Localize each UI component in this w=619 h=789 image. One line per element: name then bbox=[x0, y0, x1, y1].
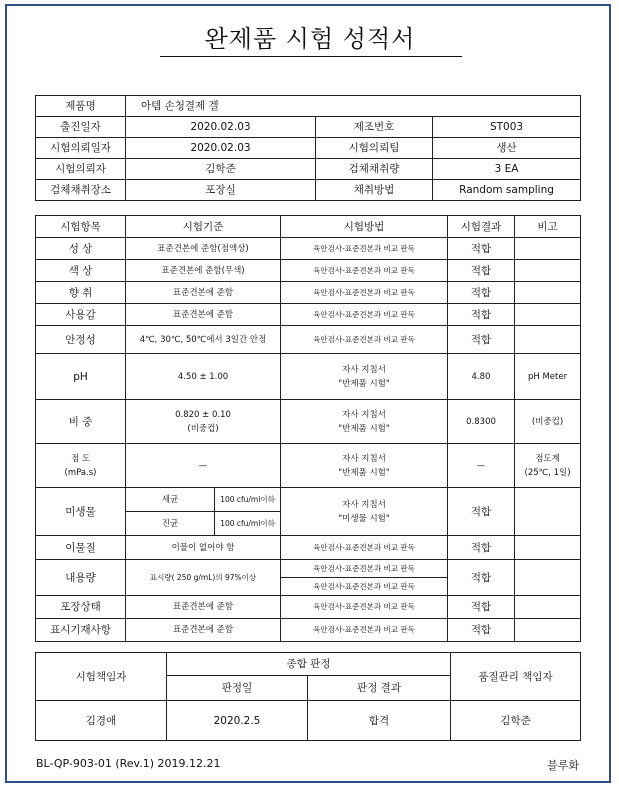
test-result: 적합 bbox=[448, 304, 515, 326]
table-row-content bbox=[36, 560, 581, 578]
table-row-gravity bbox=[36, 400, 581, 444]
test-method: 육안검사-표준견본과 비교 판독 bbox=[281, 596, 448, 619]
test-note bbox=[515, 560, 581, 596]
test-item: pH bbox=[36, 354, 126, 400]
test-standard: 표준견본에 준함 bbox=[126, 282, 281, 304]
table-row bbox=[36, 304, 581, 326]
request-date-label: 시험의뢰일자 bbox=[36, 138, 126, 159]
test-method-line2: 육안검사-표준견본과 비교 판독 bbox=[281, 578, 448, 596]
product-label: 제품명 bbox=[36, 96, 126, 117]
test-note: pH Meter bbox=[515, 354, 581, 400]
test-method-line1: 육안검사-표준견본과 비교 판독 bbox=[281, 560, 448, 578]
test-standard: 표준견본에 준함 bbox=[126, 619, 281, 642]
judge-result-label: 판정 결과 bbox=[308, 676, 451, 701]
fungi-label: 진균 bbox=[126, 512, 215, 536]
test-standard-line1: 0.820 ± 0.10 bbox=[175, 409, 231, 420]
test-standard: 표시량( 250 g/mL)의 97%이상 bbox=[126, 560, 281, 596]
judge-result: 합격 bbox=[308, 701, 451, 741]
judge-date: 2020.2.5 bbox=[167, 701, 308, 741]
ship-date-value: 2020.02.03 bbox=[126, 117, 316, 138]
sample-method-value: Random sampling bbox=[433, 180, 581, 201]
header-item: 시험항목 bbox=[36, 216, 126, 238]
test-item: 표시기재사항 bbox=[36, 619, 126, 642]
judge-date-label: 판정일 bbox=[167, 676, 308, 701]
company-name: 블루화 bbox=[547, 759, 579, 772]
test-result: 0.8300 bbox=[448, 400, 515, 444]
test-note bbox=[515, 619, 581, 642]
test-method-line1: 자사 지침서 bbox=[342, 409, 386, 420]
test-standard: 이물이 없어야 함 bbox=[126, 536, 281, 560]
test-item: 비 중 bbox=[36, 400, 126, 444]
sample-place-value: 포장실 bbox=[126, 180, 316, 201]
table-row bbox=[36, 282, 581, 304]
fungi-value: 100 cfu/ml이하 bbox=[215, 512, 281, 536]
request-date-value: 2020.02.03 bbox=[126, 138, 316, 159]
test-method-line1: 자사 지침서 bbox=[342, 453, 386, 464]
signoff-table bbox=[35, 652, 581, 741]
test-item-line2: (mPa.s) bbox=[64, 467, 97, 478]
test-method: 육안검사-표준견본과 비교 판독 bbox=[281, 238, 448, 260]
test-method: 육안검사-표준견본과 비교 판독 bbox=[281, 282, 448, 304]
request-team-label: 시험의뢰팀 bbox=[316, 138, 433, 159]
sample-qty-value: 3 EA bbox=[433, 159, 581, 180]
test-standard: 표준견본에 준함(무색) bbox=[126, 260, 281, 282]
sample-place-label: 검체채취장소 bbox=[36, 180, 126, 201]
header-note: 비고 bbox=[515, 216, 581, 238]
test-note bbox=[515, 488, 581, 536]
sample-method-label: 채취방법 bbox=[316, 180, 433, 201]
test-method: 육안검사-표준견본과 비교 판독 bbox=[281, 536, 448, 560]
table-row-labeling bbox=[36, 619, 581, 642]
test-note-line2: (25℃, 1일) bbox=[524, 467, 571, 478]
test-result: 적합 bbox=[448, 596, 515, 619]
test-note bbox=[515, 536, 581, 560]
tester-label: 시험책임자 bbox=[36, 653, 167, 701]
test-note-line1: 점도계 bbox=[535, 453, 560, 464]
test-result: 적합 bbox=[448, 238, 515, 260]
table-row-viscosity bbox=[36, 444, 581, 488]
test-standard: 표준견본에 준함 bbox=[126, 596, 281, 619]
test-method-line2: "미생물 시험" bbox=[338, 513, 390, 524]
test-note bbox=[515, 282, 581, 304]
test-result: — bbox=[448, 444, 515, 488]
tester-name: 김경애 bbox=[36, 701, 167, 741]
table-row bbox=[36, 260, 581, 282]
test-method: 육안검사-표준견본과 비교 판독 bbox=[281, 304, 448, 326]
bacteria-value: 100 cfu/ml이하 bbox=[215, 488, 281, 512]
header-standard: 시험기준 bbox=[126, 216, 281, 238]
test-result: 적합 bbox=[448, 260, 515, 282]
test-note bbox=[515, 238, 581, 260]
test-note bbox=[515, 596, 581, 619]
product-value: 아템 손청결제 겔 bbox=[126, 96, 581, 117]
test-standard: — bbox=[126, 444, 281, 488]
test-item: 향 취 bbox=[36, 282, 126, 304]
test-result: 적합 bbox=[448, 326, 515, 354]
table-row-micro bbox=[36, 488, 581, 512]
ship-date-label: 출진일자 bbox=[36, 117, 126, 138]
info-table bbox=[35, 95, 581, 201]
test-method-line2: "반제품 시험" bbox=[338, 423, 390, 434]
test-item: 포장상태 bbox=[36, 596, 126, 619]
bacteria-label: 세균 bbox=[126, 488, 215, 512]
test-result: 적합 bbox=[448, 560, 515, 596]
judgment-label: 종합 판정 bbox=[167, 653, 451, 676]
test-item: 사용감 bbox=[36, 304, 126, 326]
test-note: (비중컵) bbox=[515, 400, 581, 444]
table-row-ph bbox=[36, 354, 581, 400]
test-item: 색 상 bbox=[36, 260, 126, 282]
test-item: 안정성 bbox=[36, 326, 126, 354]
header-result: 시험결과 bbox=[448, 216, 515, 238]
table-row-foreign bbox=[36, 536, 581, 560]
test-result: 적합 bbox=[448, 282, 515, 304]
test-standard: 표준견본에 준함(점액상) bbox=[126, 238, 281, 260]
test-item: 미생물 bbox=[36, 488, 126, 536]
requester-label: 시험의뢰자 bbox=[36, 159, 126, 180]
test-result: 4.80 bbox=[448, 354, 515, 400]
test-item: 성 상 bbox=[36, 238, 126, 260]
document-title: 완제품 시험 성적서 bbox=[204, 25, 416, 53]
test-method: 육안검사-표준견본과 비교 판독 bbox=[281, 619, 448, 642]
test-standard: 4℃, 30℃, 50℃에서 3일간 안정 bbox=[126, 326, 281, 354]
test-item-line1: 점 도 bbox=[70, 453, 91, 464]
table-row bbox=[36, 238, 581, 260]
test-standard: 4.50 ± 1.00 bbox=[126, 354, 281, 400]
lot-value: ST003 bbox=[433, 117, 581, 138]
test-method: 육안검사-표준견본과 비교 판독 bbox=[281, 260, 448, 282]
test-note bbox=[515, 304, 581, 326]
test-standard: 표준견본에 준함 bbox=[126, 304, 281, 326]
test-item: 내용량 bbox=[36, 560, 126, 596]
test-standard-line2: (비중컵) bbox=[187, 423, 219, 434]
test-note bbox=[515, 326, 581, 354]
test-method-line1: 자사 지침서 bbox=[342, 499, 386, 510]
table-row bbox=[36, 326, 581, 354]
lot-label: 제조번호 bbox=[316, 117, 433, 138]
document-code: BL-QP-903-01 (Rev.1) 2019.12.21 bbox=[36, 757, 221, 770]
test-result: 적합 bbox=[448, 536, 515, 560]
test-method-line2: "반제품 시험" bbox=[338, 378, 390, 389]
qc-name: 김학준 bbox=[451, 701, 581, 741]
header-method: 시험방법 bbox=[281, 216, 448, 238]
test-method: 육안검사-표준견본과 비교 판독 bbox=[281, 326, 448, 354]
request-team-value: 생산 bbox=[433, 138, 581, 159]
qc-label: 품질관리 책임자 bbox=[451, 653, 581, 701]
title-underline bbox=[160, 56, 462, 57]
test-result: 적합 bbox=[448, 619, 515, 642]
table-row-packaging bbox=[36, 596, 581, 619]
test-item: 이물질 bbox=[36, 536, 126, 560]
sample-qty-label: 검체채취량 bbox=[316, 159, 433, 180]
requester-value: 김학준 bbox=[126, 159, 316, 180]
tests-table bbox=[35, 215, 581, 642]
test-method-line2: "반제품 시험" bbox=[338, 467, 390, 478]
test-result: 적합 bbox=[448, 488, 515, 536]
test-method-line1: 자사 지침서 bbox=[342, 364, 386, 375]
test-note bbox=[515, 260, 581, 282]
